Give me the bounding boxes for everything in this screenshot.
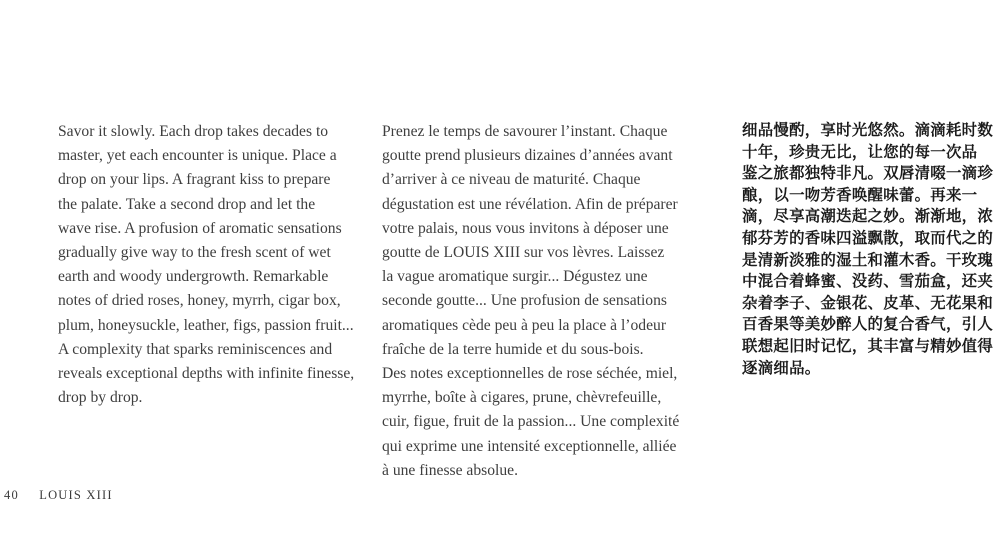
text-line: votre palais, nous vous invitons à déposer une <box>382 219 669 237</box>
text-line: earth and woody undergrowth. Remarkable <box>58 268 329 286</box>
text-line: seconde goutte... Une profusion de sensations <box>382 292 667 310</box>
text-line: master, yet each encounter is unique. Place a <box>58 147 337 165</box>
text-line: Savor it slowly. Each drop takes decades to <box>58 123 329 140</box>
text-line: 郁芬芳的香味四溢飘散，取而代之的 <box>742 228 994 247</box>
text-line: 细品慢酌，享时光悠然。滴滴耗时数 <box>742 121 994 139</box>
text-line: 中混合着蜂蜜、没药、雪茄盒，还夹 <box>742 272 994 291</box>
text-line: Des notes exceptionnelles de rose séchée, miel, <box>382 365 678 383</box>
text-line: goutte prend plusieurs dizaines d’années avant <box>382 147 673 165</box>
text-line: la vague aromatique surgir... Dégustez une <box>382 268 648 286</box>
text-line: gradually give way to the fresh scent of wet <box>58 244 331 262</box>
text-line: 是清新淡雅的湿土和灌木香。干玫瑰 <box>742 250 994 269</box>
text-line: d’arriver à ce niveau de maturité. Chaque <box>382 171 641 189</box>
text-line: drop by drop. <box>58 389 143 407</box>
text-line: fraîche de la terre humide et du sous-bois. <box>382 340 644 358</box>
text-line: 逐滴细品。 <box>742 358 821 377</box>
english-text-column <box>58 120 370 410</box>
text-line: qui exprime une intensité exceptionnelle, alliée <box>382 437 677 455</box>
text-line: 杂着李子、金银花、皮革、无花果和 <box>742 293 994 312</box>
text-line: wave rise. A profusion of aromatic sensations <box>58 219 342 237</box>
footer-brand: LOUIS XIII <box>39 488 113 502</box>
text-line: 百香果等美妙醉人的复合香气，引人 <box>742 315 994 334</box>
text-line: the palate. Take a second drop and let the <box>58 195 316 213</box>
text-line: 联想起旧时记忆，其丰富与精妙值得 <box>742 336 994 355</box>
text-line: goutte de LOUIS XIII sur vos lèvres. Laissez <box>382 244 665 262</box>
text-line: cuir, figue, fruit de la passion... Une complexité <box>382 413 680 431</box>
text-line: plum, honeysuckle, leather, figs, passion fruit... <box>58 316 354 334</box>
text-line: reveals exceptional depths with infinite finesse, <box>58 365 355 383</box>
text-line: A complexity that sparks reminiscences and <box>58 340 333 358</box>
text-line: 滴，尽享高潮迭起之妙。渐渐地，浓 <box>742 207 994 226</box>
page-footer <box>4 488 113 503</box>
text-line: aromatiques cède peu à peu la place à l’odeur <box>382 316 667 334</box>
text-line: myrrhe, boîte à cigares, prune, chèvrefeuille, <box>382 389 662 407</box>
text-line: à une finesse absolue. <box>382 461 518 479</box>
text-line: Prenez le temps de savourer l’instant. Chaque <box>382 123 668 140</box>
page-number: 40 <box>4 488 19 502</box>
french-text-column <box>382 120 712 483</box>
text-line: notes of dried roses, honey, myrrh, cigar box, <box>58 292 341 310</box>
text-line: 十年，珍贵无比，让您的每一次品 <box>742 142 978 161</box>
text-line: dégustation est une révélation. Afin de préparer <box>382 195 678 213</box>
text-line: 酿，以一吻芳香唤醒味蕾。再来一 <box>742 185 978 204</box>
chinese-text-column <box>742 120 992 379</box>
text-line: drop on your lips. A fragrant kiss to prepare <box>58 171 331 189</box>
text-line: 鉴之旅都独特非凡。双唇清啜一滴珍 <box>742 164 994 183</box>
